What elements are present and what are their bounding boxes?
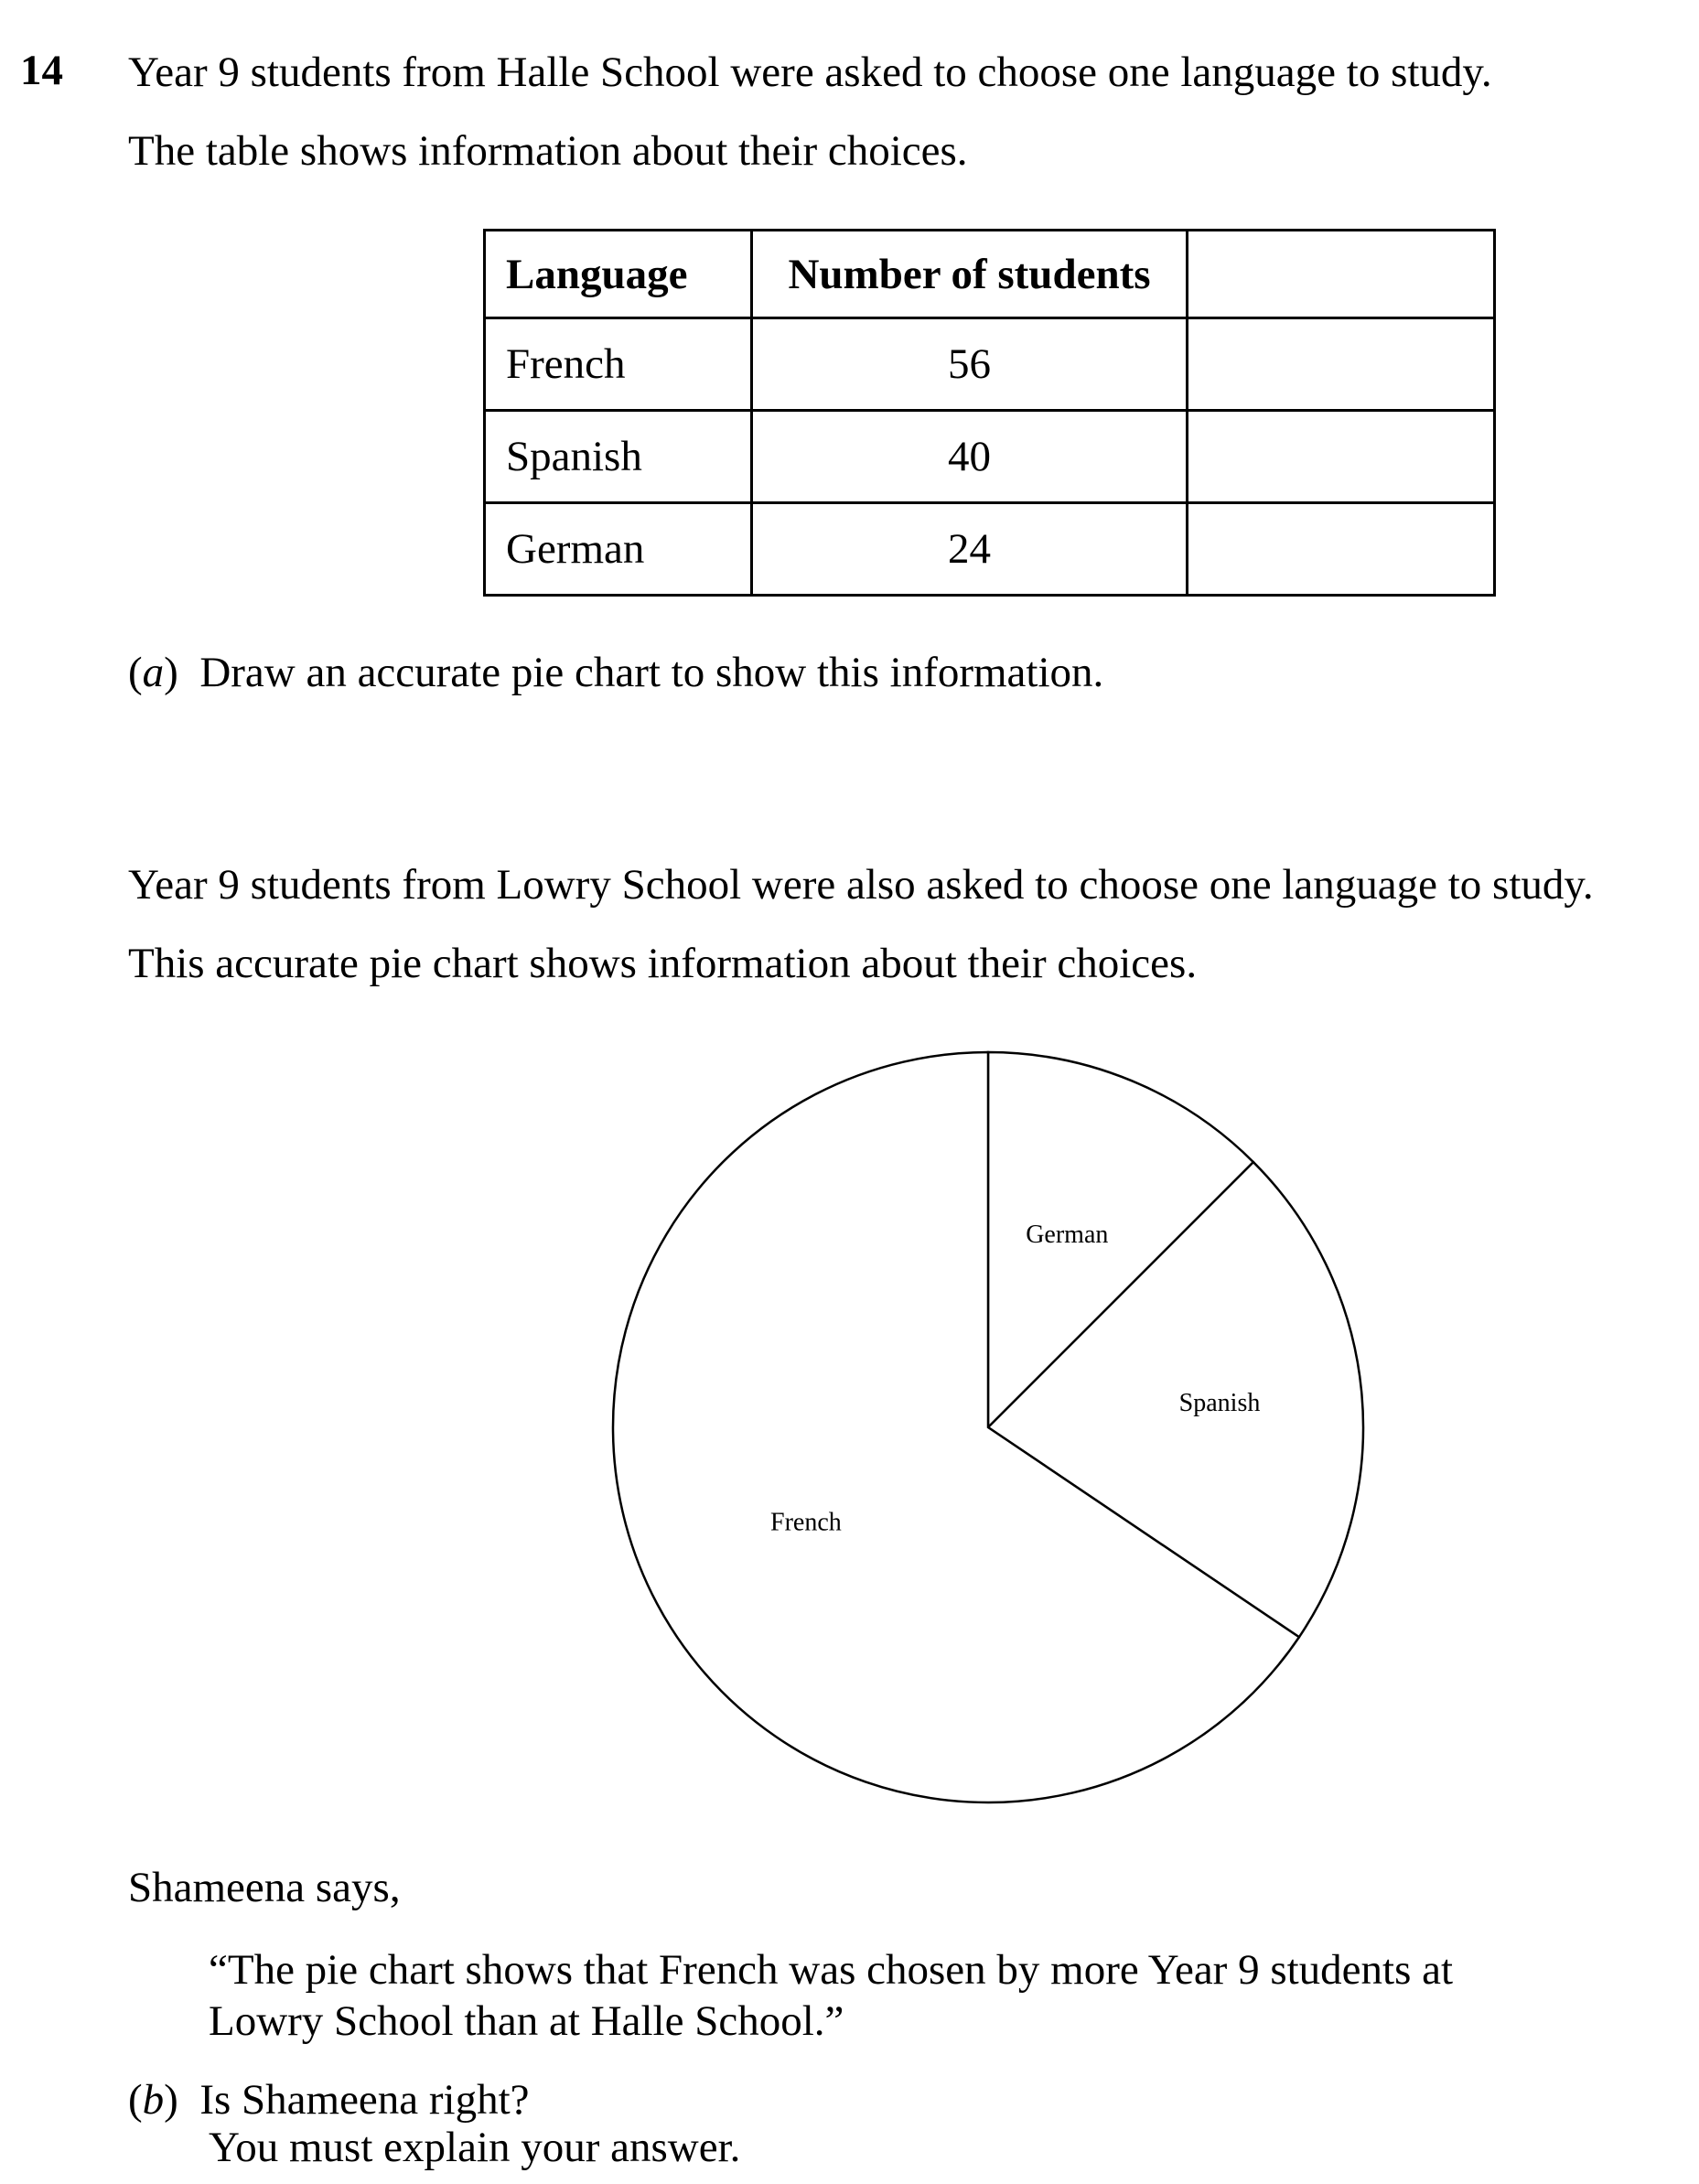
header-language: Language xyxy=(485,231,752,318)
shameena-says: Shameena says, xyxy=(128,1864,401,1911)
intro-line-2: The table shows information about their choices. xyxy=(128,127,968,175)
cell-students: 24 xyxy=(752,503,1188,596)
header-blank xyxy=(1188,231,1495,318)
table-header-row xyxy=(485,231,1495,318)
pie-label-german: German xyxy=(1026,1221,1109,1250)
table-row xyxy=(485,411,1495,503)
pie-chart xyxy=(595,1034,1382,1821)
quote-line-1: “The pie chart shows that French was chosen by more Year 9 students at xyxy=(209,1946,1454,1994)
pie-label-spanish: Spanish xyxy=(1178,1389,1261,1418)
part-b-line-1: Is Shameena right? xyxy=(199,2076,530,2124)
cell-language: German xyxy=(485,503,752,596)
question-number: 14 xyxy=(20,47,63,94)
pie-label-french: French xyxy=(770,1508,842,1537)
cell-language: French xyxy=(485,318,752,411)
part-a-question: (a) Draw an accurate pie chart to show this information. xyxy=(128,649,1104,696)
lowry-line-1: Year 9 students from Lowry School were also asked to choose one language to study. xyxy=(128,861,1594,909)
part-b-line-2: You must explain your answer. xyxy=(209,2124,741,2171)
part-a-text: Draw an accurate pie chart to show this information. xyxy=(199,649,1104,696)
table-row xyxy=(485,318,1495,411)
lowry-line-2: This accurate pie chart shows information about their choices. xyxy=(128,940,1198,987)
languages-table xyxy=(483,229,1496,597)
cell-students: 40 xyxy=(752,411,1188,503)
header-number-of-students: Number of students xyxy=(752,231,1188,318)
cell-students: 56 xyxy=(752,318,1188,411)
cell-blank[interactable] xyxy=(1188,411,1495,503)
table-row xyxy=(485,503,1495,596)
quote-line-2: Lowry School than at Halle School.” xyxy=(209,1997,844,2045)
part-b-label: b xyxy=(142,2076,165,2124)
cell-blank[interactable] xyxy=(1188,318,1495,411)
part-a-label: a xyxy=(142,649,165,696)
cell-blank[interactable] xyxy=(1188,503,1495,596)
intro-line-1: Year 9 students from Halle School were asked to choose one language to study. xyxy=(128,48,1492,96)
part-b-question: (b) Is Shameena right? xyxy=(128,2076,530,2124)
cell-language: Spanish xyxy=(485,411,752,503)
